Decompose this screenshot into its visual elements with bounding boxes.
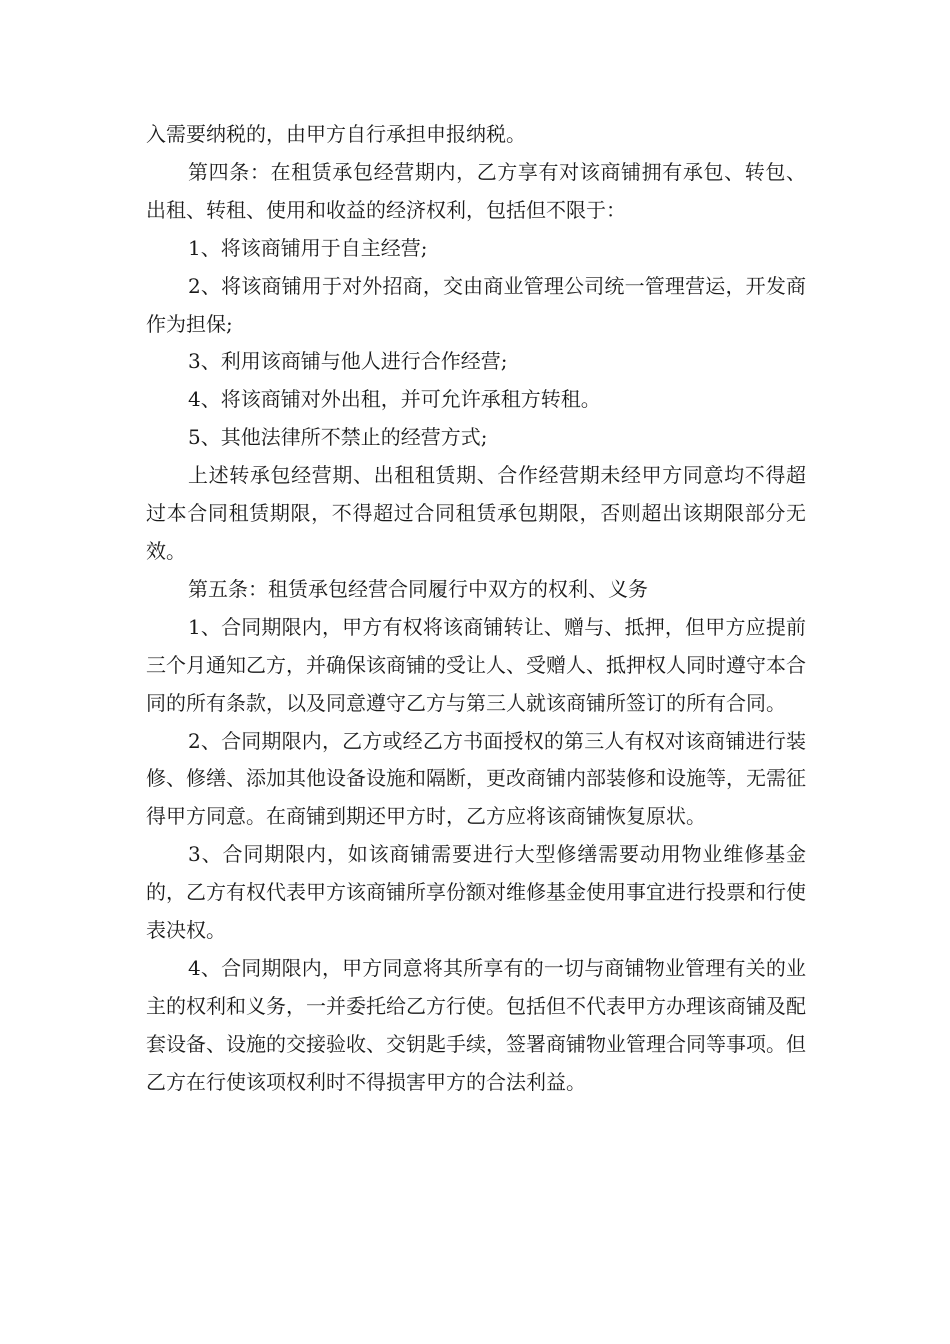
paragraph-item-4: 4、将该商铺对外出租，并可允许承租方转租。 bbox=[188, 387, 601, 412]
paragraph-item-2: 2、将该商铺用于对外招商，交由商业管理公司统一管理营运，开发商作为担保; bbox=[146, 273, 806, 336]
paragraph-clause-4: 4、合同期限内，甲方同意将其所享有的一切与商铺物业管理有关的业主的权利和义务，一并委托给乙方行使。包括但不代表甲方办理该商铺及配套设备、设施的交接验收、交钥匙手续，签署商铺物业管理合同等事项。但乙方在行使该项权利时不得损害甲方的合法利益。 bbox=[146, 955, 806, 1094]
paragraph-item-3: 3、利用该商铺与他人进行合作经营; bbox=[188, 349, 508, 374]
paragraph-article-4: 第四条：在租赁承包经营期内，乙方享有对该商铺拥有承包、转包、出租、转租、使用和收益的经济权利，包括但不限于： bbox=[146, 159, 806, 222]
paragraph-clause-1: 1、合同期限内，甲方有权将该商铺转让、赠与、抵押，但甲方应提前三个月通知乙方，并确保该商铺的受让人、受赠人、抵押权人同时遵守本合同的所有条款，以及同意遵守乙方与第三人就该商铺所签订的所有合同。 bbox=[146, 614, 806, 715]
paragraph-article-5: 第五条：租赁承包经营合同履行中双方的权利、义务 bbox=[188, 576, 648, 601]
paragraph-continuation: 入需要纳税的，由甲方自行承担申报纳税。 bbox=[146, 122, 526, 146]
paragraph-item-5: 5、其他法律所不禁止的经营方式; bbox=[188, 425, 488, 450]
paragraph-clause-2: 2、合同期限内，乙方或经乙方书面授权的第三人有权对该商铺进行装修、修缮、添加其他设备设施和隔断，更改商铺内部装修和设施等，无需征得甲方同意。在商铺到期还甲方时，乙方应将该商铺恢复原状。 bbox=[146, 728, 806, 829]
paragraph-clause-3: 3、合同期限内，如该商铺需要进行大型修缮需要动用物业维修基金的，乙方有权代表甲方该商铺所享份额对维修基金使用事宜进行投票和行使表决权。 bbox=[146, 842, 806, 943]
document-body bbox=[146, 116, 806, 1102]
paragraph-term-limit: 上述转承包经营期、出租租赁期、合作经营期未经甲方同意均不得超过本合同租赁期限，不得超过合同租赁承包期限，否则超出该期限部分无效。 bbox=[146, 463, 806, 563]
paragraph-item-1: 1、将该商铺用于自主经营; bbox=[188, 235, 428, 260]
